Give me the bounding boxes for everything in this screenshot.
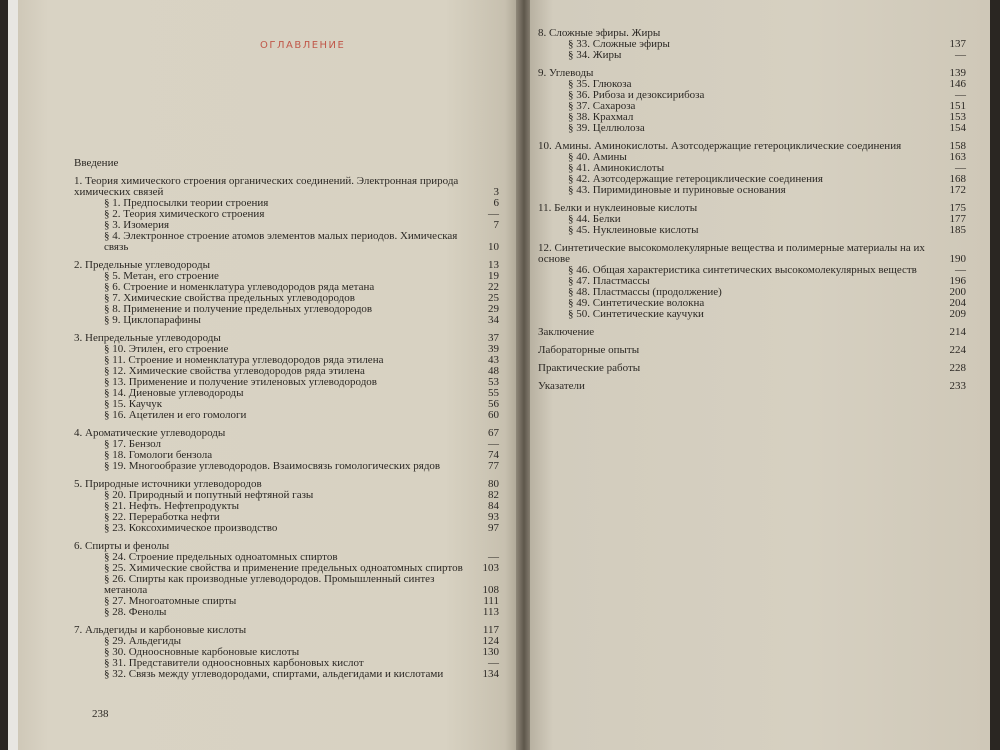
toc-entry bbox=[74, 231, 499, 253]
toc-chapter-row bbox=[538, 345, 966, 356]
toc-entry bbox=[538, 225, 966, 236]
toc-entry-page: 7 bbox=[493, 219, 499, 231]
toc-entry-page: — bbox=[955, 264, 966, 276]
toc-entry-page: — bbox=[955, 162, 966, 174]
left-toc bbox=[74, 158, 499, 687]
toc-entry bbox=[74, 669, 499, 680]
toc-entry-title: § 7. Химические свойства предельных углеводородов bbox=[104, 292, 355, 304]
toc-entry-title: § 2. Теория химического строения bbox=[104, 208, 265, 220]
toc-chapter-row-page: 158 bbox=[949, 140, 966, 152]
toc-entry-title: § 47. Пластмассы bbox=[568, 275, 650, 287]
toc-entry bbox=[74, 574, 499, 596]
toc-chapter bbox=[538, 243, 966, 320]
toc-entry-title: § 3. Изомерия bbox=[104, 219, 170, 231]
toc-entry-page: 137 bbox=[949, 38, 966, 50]
toc-entry-title: § 23. Коксохимическое производство bbox=[104, 522, 278, 534]
toc-entry-page: — bbox=[955, 49, 966, 61]
toc-entry-page: 177 bbox=[949, 213, 966, 225]
toc-chapter-row-title: Введение bbox=[74, 157, 119, 169]
toc-entry-page: 77 bbox=[488, 460, 499, 472]
toc-entry-page: — bbox=[488, 551, 499, 563]
toc-entry-page: 53 bbox=[488, 376, 499, 388]
toc-entry bbox=[538, 123, 966, 134]
toc-entry-title: § 39. Целлюлоза bbox=[568, 122, 645, 134]
toc-entry-page: — bbox=[488, 657, 499, 669]
toc-chapter bbox=[538, 203, 966, 236]
toc-entry-page: — bbox=[488, 438, 499, 450]
toc-chapter-row bbox=[538, 381, 966, 392]
toc-entry-title: § 32. Связь между углеводородами, спиртами, альдегидами и кислотами bbox=[104, 668, 444, 680]
toc-entry-title: § 33. Сложные эфиры bbox=[568, 38, 670, 50]
toc-entry-title: § 42. Азотсодержащие гетероциклические соединения bbox=[568, 173, 823, 185]
toc-entry-title: § 34. Жиры bbox=[568, 49, 622, 61]
toc-entry-title: § 31. Представители одноосновных карбоновых кислот bbox=[104, 657, 364, 669]
toc-entry-title: § 24. Строение предельных одноатомных спиртов bbox=[104, 551, 338, 563]
toc-entry-page: 82 bbox=[488, 489, 499, 501]
toc-chapter-row-page: 13 bbox=[488, 259, 499, 271]
toc-entry-title: § 26. Спирты как производные углеводородов. Промышленный синтез метанола bbox=[104, 573, 435, 596]
toc-entry-page: 29 bbox=[488, 303, 499, 315]
toc-entry-title: § 44. Белки bbox=[568, 213, 621, 225]
toc-chapter-row bbox=[538, 243, 966, 265]
toc-entry-title: § 14. Диеновые углеводороды bbox=[104, 387, 244, 399]
toc-chapter bbox=[538, 28, 966, 61]
toc-chapter bbox=[538, 327, 966, 338]
toc-entry-page: 163 bbox=[949, 151, 966, 163]
toc-entry-page: 25 bbox=[488, 292, 499, 304]
toc-entry-title: § 50. Синтетические каучуки bbox=[568, 308, 704, 320]
toc-entry-page: 103 bbox=[482, 562, 499, 574]
toc-entry-title: § 20. Природный и попутный нефтяной газы bbox=[104, 489, 314, 501]
toc-entry-page: 111 bbox=[483, 595, 499, 607]
toc-chapter bbox=[74, 260, 499, 326]
toc-entry bbox=[74, 523, 499, 534]
toc-chapter-row-page: 80 bbox=[488, 478, 499, 490]
toc-entry-page: 19 bbox=[488, 270, 499, 282]
toc-entry-page: 168 bbox=[949, 173, 966, 185]
toc-entry bbox=[74, 410, 499, 421]
toc-chapter-row-title: 9. Углеводы bbox=[538, 67, 594, 79]
toc-entry-page: 60 bbox=[488, 409, 499, 421]
toc-chapter-row-title: 8. Сложные эфиры. Жиры bbox=[538, 27, 661, 39]
toc-entry-page: 108 bbox=[482, 584, 499, 596]
toc-entry-page: 185 bbox=[949, 224, 966, 236]
toc-entry-page: 209 bbox=[949, 308, 966, 320]
toc-entry-title: § 40. Амины bbox=[568, 151, 627, 163]
toc-chapter bbox=[538, 68, 966, 134]
toc-entry-page: 34 bbox=[488, 314, 499, 326]
toc-chapter bbox=[74, 158, 499, 169]
toc-entry-page: 154 bbox=[949, 122, 966, 134]
toc-entry-title: § 4. Электронное строение атомов элементов малых периодов. Химическая связь bbox=[104, 230, 458, 253]
toc-entry-title: § 6. Строение и номенклатура углеводородов ряда метана bbox=[104, 281, 375, 293]
toc-chapter-row-title: 4. Ароматические углеводороды bbox=[74, 427, 226, 439]
toc-chapter bbox=[538, 345, 966, 356]
toc-entry-page: 6 bbox=[493, 197, 499, 209]
toc-chapter-row-page: 214 bbox=[949, 326, 966, 338]
toc-entry-title: § 28. Фенолы bbox=[104, 606, 167, 618]
toc-entry-title: § 37. Сахароза bbox=[568, 100, 636, 112]
toc-entry-page: 130 bbox=[482, 646, 499, 658]
toc-entry-title: § 25. Химические свойства и применение предельных одноатомных спиртов bbox=[104, 562, 463, 574]
toc-entry-page: 146 bbox=[949, 78, 966, 90]
toc-entry-title: § 49. Синтетические волокна bbox=[568, 297, 705, 309]
toc-chapter-row bbox=[74, 158, 499, 169]
toc-entry-page: 74 bbox=[488, 449, 499, 461]
toc-entry-page: 151 bbox=[949, 100, 966, 112]
toc-entry-title: § 16. Ацетилен и его гомологи bbox=[104, 409, 247, 421]
toc-entry-title: § 38. Крахмал bbox=[568, 111, 634, 123]
toc-chapter-row-page: 139 bbox=[949, 67, 966, 79]
toc-entry-page: 84 bbox=[488, 500, 499, 512]
toc-entry-title: § 45. Нуклеиновые кислоты bbox=[568, 224, 699, 236]
toc-chapter-row-title: Указатели bbox=[538, 380, 585, 392]
toc-entry-page: 204 bbox=[949, 297, 966, 309]
toc-entry-page: 39 bbox=[488, 343, 499, 355]
toc-chapter-row-page: 67 bbox=[488, 427, 499, 439]
toc-entry-page: 113 bbox=[482, 606, 499, 618]
toc-entry-title: § 48. Пластмассы (продолжение) bbox=[568, 286, 722, 298]
toc-entry bbox=[74, 461, 499, 472]
toc-entry-page: 196 bbox=[949, 275, 966, 287]
toc-entry-page: 200 bbox=[949, 286, 966, 298]
toc-chapter-row-page: 175 bbox=[949, 202, 966, 214]
toc-entry-title: § 19. Многообразие углеводородов. Взаимосвязь гомологических рядов bbox=[104, 460, 441, 472]
toc-chapter bbox=[74, 541, 499, 618]
toc-entry-page: — bbox=[955, 89, 966, 101]
toc-entry bbox=[538, 309, 966, 320]
toc-chapter-row-title: Практические работы bbox=[538, 362, 641, 374]
toc-chapter-row-page: 37 bbox=[488, 332, 499, 344]
toc-chapter bbox=[74, 176, 499, 253]
toc-chapter-row-title: 7. Альдегиды и карбоновые кислоты bbox=[74, 624, 247, 636]
page-number: 238 bbox=[92, 708, 109, 720]
toc-chapter-row-title: Лабораторные опыты bbox=[538, 344, 640, 356]
toc-entry-title: § 17. Бензол bbox=[104, 438, 161, 450]
toc-chapter bbox=[538, 381, 966, 392]
toc-chapter bbox=[538, 141, 966, 196]
toc-entry-title: § 5. Метан, его строение bbox=[104, 270, 219, 282]
toc-entry-title: § 18. Гомологи бензола bbox=[104, 449, 213, 461]
toc-heading: ОГЛАВЛЕНИЕ bbox=[260, 40, 346, 51]
toc-entry bbox=[538, 185, 966, 196]
toc-entry-title: § 12. Химические свойства углеводородов ряда этилена bbox=[104, 365, 365, 377]
toc-entry-title: § 27. Многоатомные спирты bbox=[104, 595, 237, 607]
toc-entry-page: 172 bbox=[949, 184, 966, 196]
toc-entry-title: § 29. Альдегиды bbox=[104, 635, 182, 647]
toc-entry-title: § 35. Глюкоза bbox=[568, 78, 632, 90]
toc-chapter bbox=[74, 479, 499, 534]
toc-entry-title: § 41. Аминокислоты bbox=[568, 162, 665, 174]
toc-entry-page: 56 bbox=[488, 398, 499, 410]
toc-entry-page: 93 bbox=[488, 511, 499, 523]
toc-entry bbox=[74, 607, 499, 618]
toc-entry-title: § 9. Циклопарафины bbox=[104, 314, 201, 326]
toc-chapter-row-title: 2. Предельные углеводороды bbox=[74, 259, 210, 271]
toc-entry-title: § 22. Переработка нефти bbox=[104, 511, 220, 523]
toc-chapter-row bbox=[538, 327, 966, 338]
toc-chapter-row-title: 10. Амины. Аминокислоты. Азотсодержащие гетероциклические соединения bbox=[538, 140, 902, 152]
toc-chapter-row-title: 5. Природные источники углеводородов bbox=[74, 478, 262, 490]
toc-chapter-row-title: 12. Синтетические высокомолекулярные вещества и полимерные материалы на их основе bbox=[538, 242, 925, 265]
toc-entry bbox=[74, 315, 499, 326]
toc-entry-page: — bbox=[488, 208, 499, 220]
toc-entry-title: § 46. Общая характеристика синтетических высокомолекулярных веществ bbox=[568, 264, 917, 276]
toc-entry-title: § 15. Каучук bbox=[104, 398, 163, 410]
toc-entry-page: 124 bbox=[482, 635, 499, 647]
toc-entry-page: 134 bbox=[482, 668, 499, 680]
toc-chapter-row-title: 6. Спирты и фенолы bbox=[74, 540, 170, 552]
toc-chapter-row-page: 233 bbox=[949, 380, 966, 392]
toc-chapter bbox=[74, 333, 499, 421]
toc-chapter-row-title: 11. Белки и нуклеиновые кислоты bbox=[538, 202, 698, 214]
toc-chapter-row bbox=[538, 363, 966, 374]
toc-entry-title: § 10. Этилен, его строение bbox=[104, 343, 229, 355]
toc-chapter-row-title: Заключение bbox=[538, 326, 595, 338]
toc-chapter-row-page: 228 bbox=[949, 362, 966, 374]
toc-entry-page: 10 bbox=[488, 241, 499, 253]
toc-entry-page: 153 bbox=[949, 111, 966, 123]
toc-chapter-row bbox=[74, 176, 499, 198]
toc-chapter-row-page: 3 bbox=[493, 186, 499, 198]
toc-chapter bbox=[74, 625, 499, 680]
toc-chapter-row-title: 3. Непредельные углеводороды bbox=[74, 332, 221, 344]
toc-entry-page: 48 bbox=[488, 365, 499, 377]
toc-chapter bbox=[538, 363, 966, 374]
toc-entry-title: § 13. Применение и получение этиленовых углеводородов bbox=[104, 376, 377, 388]
toc-entry-page: 97 bbox=[488, 522, 499, 534]
toc-entry-title: § 36. Рибоза и дезоксирибоза bbox=[568, 89, 705, 101]
toc-entry-title: § 11. Строение и номенклатура углеводородов ряда этилена bbox=[104, 354, 384, 366]
toc-entry-title: § 30. Одноосновные карбоновые кислоты bbox=[104, 646, 300, 658]
toc-chapter-row-title: 1. Теория химического строения органических соединений. Электронная природа химических связей bbox=[74, 175, 459, 198]
toc-entry-title: § 8. Применение и получение предельных углеводородов bbox=[104, 303, 373, 315]
toc-entry-page: 22 bbox=[488, 281, 499, 293]
toc-chapter-row-page: 190 bbox=[949, 253, 966, 265]
toc-entry bbox=[538, 50, 966, 61]
toc-entry-title: § 1. Предпосылки теории строения bbox=[104, 197, 269, 209]
toc-entry-page: 43 bbox=[488, 354, 499, 366]
toc-chapter-row-page: 224 bbox=[949, 344, 966, 356]
toc-entry-title: § 43. Пиримидиновые и пуриновые основания bbox=[568, 184, 786, 196]
toc-chapter bbox=[74, 428, 499, 472]
toc-chapter-row-page: 117 bbox=[482, 624, 499, 636]
toc-entry-page: 55 bbox=[488, 387, 499, 399]
toc-entry-title: § 21. Нефть. Нефтепродукты bbox=[104, 500, 240, 512]
right-toc bbox=[538, 28, 966, 399]
